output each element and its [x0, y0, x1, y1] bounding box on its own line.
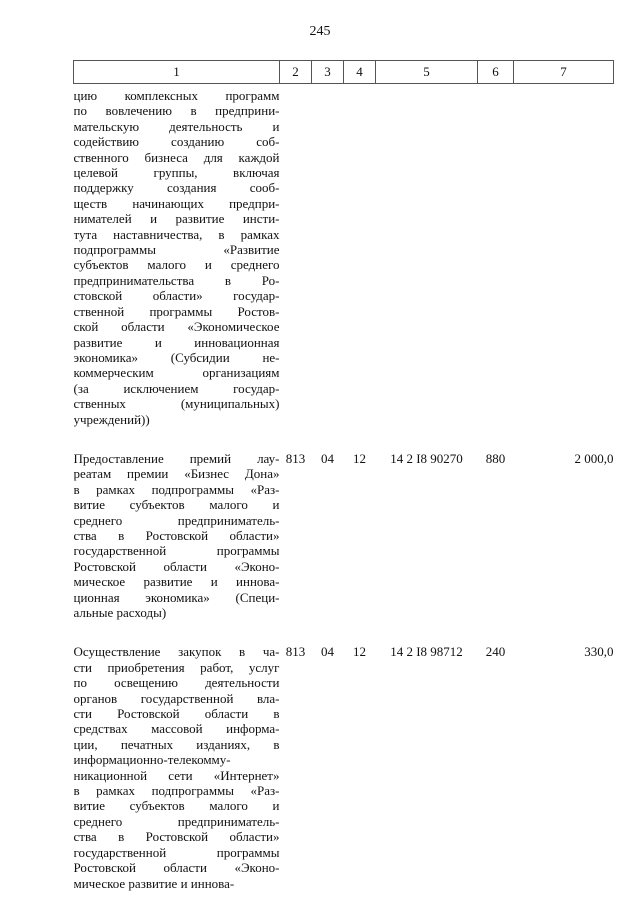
description-line: ственного бизнеса для каждой — [73, 149, 280, 165]
table-row — [74, 439, 614, 632]
description-line: реатам премии «Бизнес Дона» — [73, 466, 280, 482]
row-description — [74, 84, 280, 439]
description-line: сти Ростовской области в — [73, 706, 280, 722]
description-line: информационно-телекомму- — [73, 752, 231, 768]
description-line: среднего предприниматель- — [73, 813, 280, 829]
description-line: ции, печатных изданиях, в — [73, 736, 280, 752]
row-section-code: 04 — [321, 450, 334, 466]
description-line: ственных (муниципальных) — [73, 396, 280, 412]
row-description — [74, 632, 280, 903]
description-line: коммерческим организациям — [73, 365, 280, 381]
description-line: целевой группы, включая — [73, 165, 280, 181]
description-line: ционная экономика» (Специ- — [73, 589, 280, 605]
description-line: по освещению деятельности — [73, 675, 280, 691]
description-line: в рамках подпрограммы «Раз- — [73, 783, 280, 799]
row-amount: 330,0 — [584, 644, 614, 660]
row-expense-type: 240 — [485, 644, 506, 660]
table-row — [74, 632, 614, 903]
description-line: подпрограммы «Развитие — [73, 242, 280, 258]
description-line: поддержку создания сооб- — [73, 180, 280, 196]
description-line: субъектов малого и среднего — [73, 257, 280, 273]
header-col-3: 3 — [312, 61, 344, 84]
description-line: Осуществление закупок в ча- — [73, 644, 280, 660]
description-line: государственной программы — [73, 543, 280, 559]
row-target-article — [376, 84, 478, 439]
row-ministry-code: 813 — [285, 644, 306, 660]
description-line: мическое развитие и иннова- — [73, 875, 235, 891]
description-line: государственной программы — [73, 844, 280, 860]
row-section-code: 04 — [321, 644, 334, 660]
row-expense-type: 880 — [485, 450, 506, 466]
row-target-article: 14 2 I8 98712 — [390, 644, 463, 660]
row-expense-type — [478, 84, 514, 439]
description-line: витие субъектов малого и — [73, 798, 280, 814]
row-amount: 2 000,0 — [574, 450, 614, 466]
description-line: экономика» (Субсидии не- — [73, 349, 280, 365]
description-line: цию комплексных программ — [73, 88, 280, 103]
table-row — [74, 84, 614, 439]
row-subsection-code — [344, 84, 376, 439]
header-col-4: 4 — [344, 61, 376, 84]
description-line: органов государственной вла- — [73, 690, 280, 706]
budget-table — [73, 60, 614, 903]
description-line: нимателей и развитие инсти- — [73, 211, 280, 227]
description-line: ществ начинающих предпри- — [73, 195, 280, 211]
row-ministry-code — [280, 84, 312, 439]
header-col-6: 6 — [478, 61, 514, 84]
row-target-article: 14 2 I8 90270 — [390, 450, 463, 466]
header-col-1: 1 — [74, 61, 280, 84]
description-line: мательскую деятельность и — [73, 118, 280, 134]
header-col-5: 5 — [376, 61, 478, 84]
row-description — [74, 439, 280, 632]
row-subsection-code: 12 — [353, 450, 366, 466]
description-line: предпринимательства в Ро- — [73, 272, 280, 288]
description-line: стовской области» государ- — [73, 288, 280, 304]
description-line: ской области «Экономическое — [73, 319, 280, 335]
description-line: альные расходы) — [73, 605, 167, 620]
description-line: содействию созданию соб- — [73, 134, 280, 150]
header-col-7: 7 — [514, 61, 614, 84]
description-line: сти приобретения работ, услуг — [73, 659, 280, 675]
header-col-2: 2 — [280, 61, 312, 84]
description-line: средствах массовой информа- — [73, 721, 280, 737]
header-row — [74, 61, 614, 84]
page-number: 245 — [309, 24, 331, 39]
description-line: Ростовской области «Эконо- — [73, 558, 280, 574]
description-line: витие субъектов малого и — [73, 497, 280, 513]
row-section-code — [312, 84, 344, 439]
description-line: по вовлечению в предприни- — [73, 103, 280, 119]
description-line: тута наставничества, в рамках — [73, 226, 280, 242]
description-line: ственной программы Ростов- — [73, 303, 280, 319]
description-line: Ростовской области «Эконо- — [73, 860, 280, 876]
description-line: (за исключением государ- — [73, 380, 280, 396]
description-line: ства в Ростовской области» — [73, 829, 280, 845]
description-line: ства в Ростовской области» — [73, 527, 280, 543]
description-line: учреждений)) — [73, 411, 150, 427]
row-ministry-code: 813 — [285, 450, 306, 466]
row-subsection-code: 12 — [353, 644, 366, 660]
description-line: никационной сети «Интернет» — [73, 767, 280, 783]
description-line: среднего предприниматель- — [73, 512, 280, 528]
description-line: мическое развитие и иннова- — [73, 574, 280, 590]
description-line: Предоставление премий лау- — [73, 450, 280, 466]
description-line: в рамках подпрограммы «Раз- — [73, 481, 280, 497]
row-amount — [514, 84, 614, 439]
description-line: развитие и инновационная — [73, 334, 280, 350]
